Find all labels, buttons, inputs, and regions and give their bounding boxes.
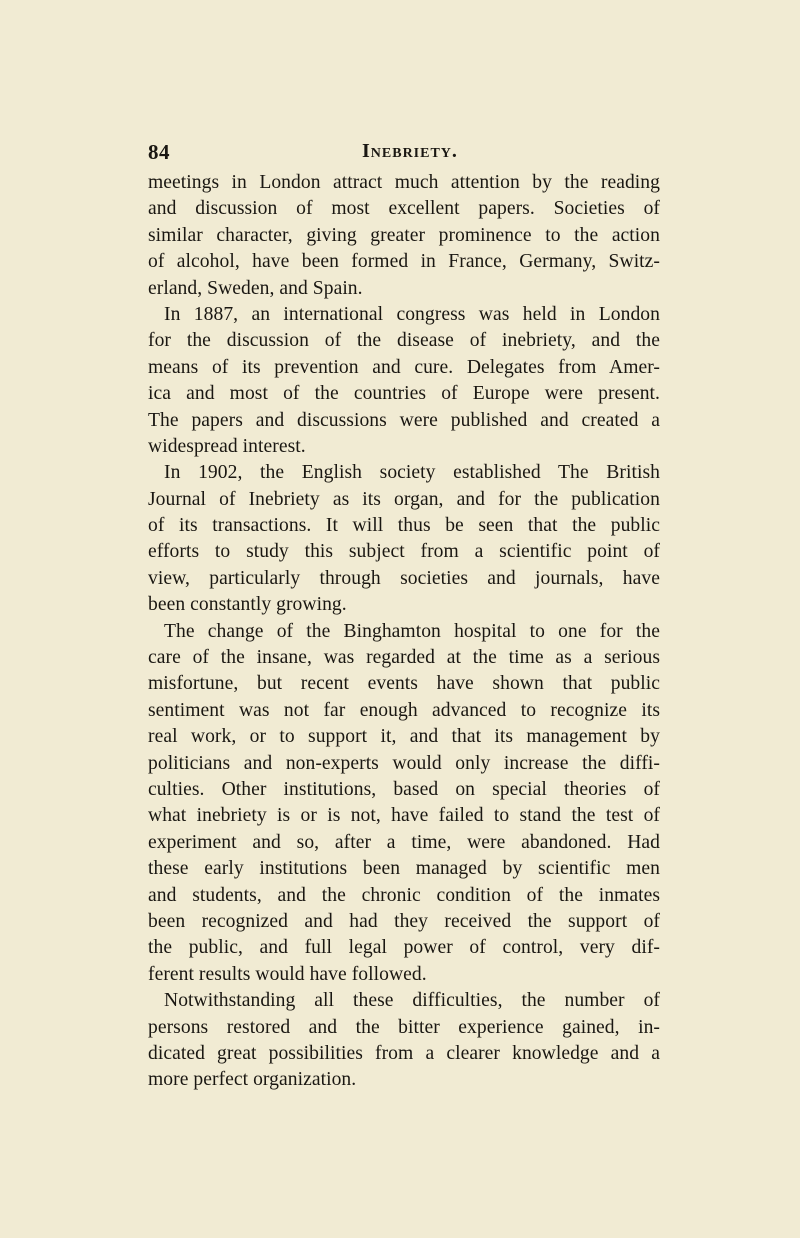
- paragraph: [148, 988, 660, 1094]
- text-line: real work, or to support it, and that its management by: [148, 726, 660, 748]
- text-line: the public, and full legal power of control, very dif-: [148, 937, 660, 959]
- text-line: ferent results would have followed.: [148, 963, 427, 985]
- running-head: [148, 140, 660, 170]
- text-line: Journal of Inebriety as its organ, and for the publication: [148, 488, 660, 510]
- text-line: meetings in London attract much attention by the reading: [148, 172, 660, 193]
- text-line: similar character, giving greater prominence to the action: [148, 224, 660, 246]
- body-text: [148, 170, 660, 1094]
- text-line: ica and most of the countries of Europe were present.: [148, 383, 660, 405]
- text-line: efforts to study this subject from a scientific point of: [148, 541, 660, 563]
- text-line: widespread interest.: [148, 435, 306, 457]
- text-line: politicians and non-experts would only increase the diffi-: [148, 752, 660, 774]
- text-line: what inebriety is or is not, have failed to stand the test of: [148, 805, 660, 827]
- text-line: erland, Sweden, and Spain.: [148, 277, 363, 299]
- paragraph: [148, 302, 660, 460]
- text-line: sentiment was not far enough advanced to recognize its: [148, 699, 660, 721]
- text-line: care of the insane, was regarded at the time as a serious: [148, 647, 660, 669]
- text-line: of alcohol, have been formed in France, Germany, Switz-: [148, 251, 660, 273]
- text-line: culties. Other institutions, based on special theories of: [148, 778, 660, 800]
- page-number: 84: [148, 140, 170, 164]
- text-line: been constantly growing.: [148, 594, 347, 616]
- paragraph: [148, 619, 660, 988]
- paragraph: [148, 460, 660, 618]
- text-line: been recognized and had they received the support of: [148, 910, 660, 932]
- text-line: The papers and discussions were published and created a: [148, 409, 660, 431]
- text-line: means of its prevention and cure. Delegates from Amer-: [148, 356, 660, 378]
- text-line: dicated great possibilities from a clearer knowledge and a: [148, 1042, 660, 1064]
- paragraph: [148, 170, 660, 302]
- text-line: misfortune, but recent events have shown that public: [148, 673, 660, 695]
- text-line: experiment and so, after a time, were abandoned. Had: [148, 831, 660, 853]
- text-line: view, particularly through societies and journals, have: [148, 567, 660, 589]
- text-line: The change of the Binghamton hospital to one for the: [164, 620, 660, 642]
- text-line: of its transactions. It will thus be seen that the public: [148, 515, 660, 537]
- text-line: In 1902, the English society established The British: [164, 462, 660, 484]
- text-line: and discussion of most excellent papers. Societies of: [148, 198, 660, 220]
- text-line: more perfect organization.: [148, 1069, 357, 1091]
- text-line: for the discussion of the disease of inebriety, and the: [148, 330, 660, 352]
- text-line: persons restored and the bitter experience gained, in-: [148, 1016, 660, 1038]
- text-line: these early institutions been managed by scientific men: [148, 858, 660, 880]
- text-line: In 1887, an international congress was held in London: [164, 303, 660, 325]
- running-title: Inebriety.: [362, 140, 458, 162]
- text-line: and students, and the chronic condition of the inmates: [148, 884, 660, 906]
- book-page: [148, 140, 660, 1094]
- text-line: Notwithstanding all these difficulties, the number of: [164, 990, 660, 1012]
